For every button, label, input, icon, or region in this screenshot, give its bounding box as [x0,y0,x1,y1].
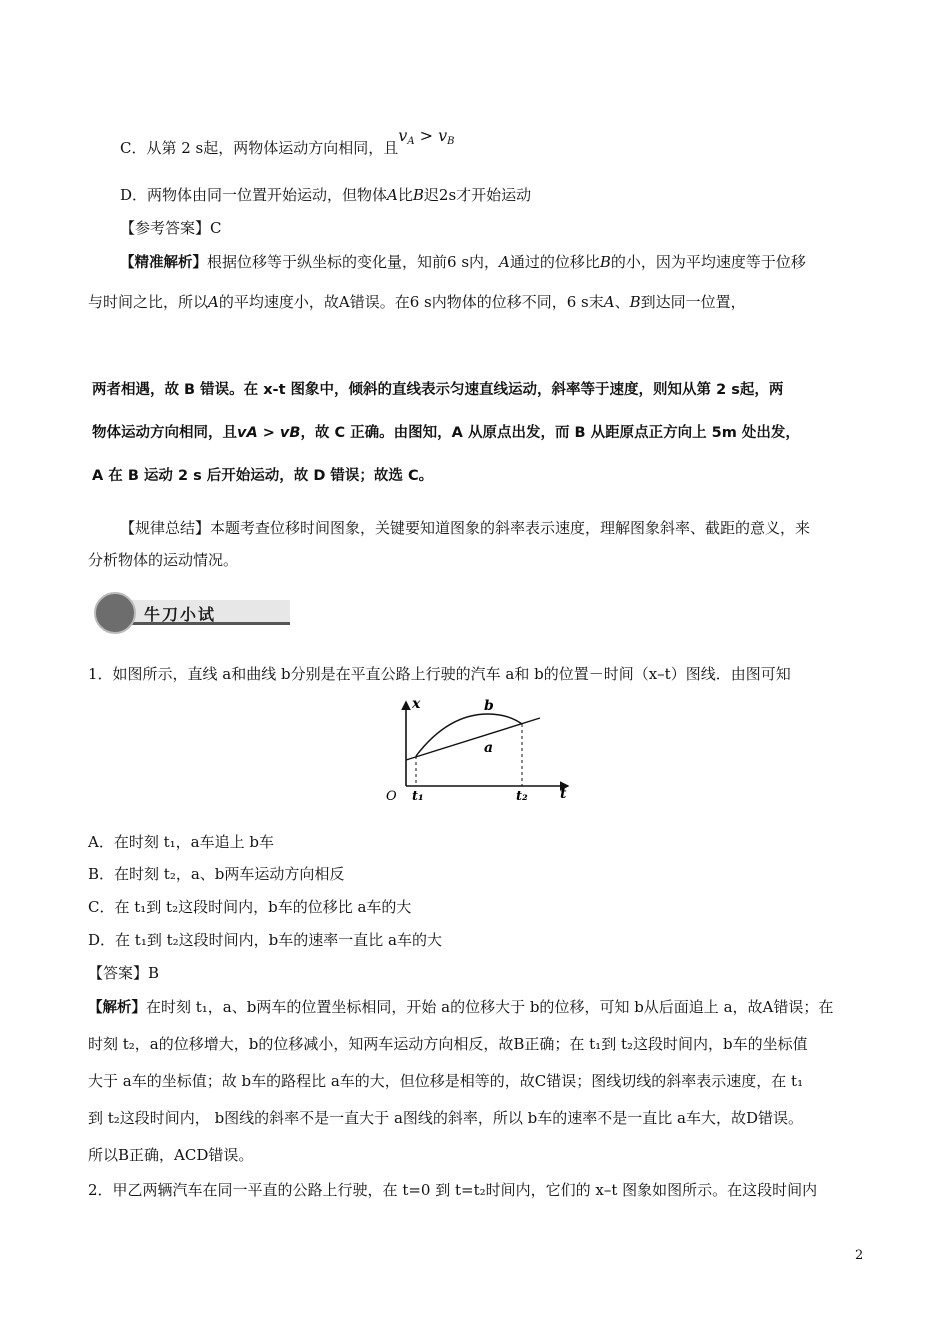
curve-b [416,714,522,756]
answer: 【答案】B [88,964,160,982]
summary-line-1: 【规律总结】本题考查位移时间图象，关键要知道图象的斜率表示速度，理解图象斜率、截距的意义，来 [120,519,811,537]
label-t2: t₂ [516,789,528,804]
option-c-text: C．从第 2 s起，两物体运动方向相同，且 [120,139,399,157]
reference-answer: 【参考答案】C [120,219,222,237]
option-c-line [120,126,455,164]
label-t1: t₁ [412,789,424,804]
banner-title: 牛刀小试 [144,605,217,624]
analysis-line-2: 与时间之比，所以A的平均速度小，故A错误。在6 s内物体的位移不同，6 s末A、B到达同一位置， [88,293,746,311]
explanation-line-1: 【解析】在时刻 t₁，a、b两车的位置坐标相同，开始 a的位移大于 b的位移，可知 b从后面追上 a，故A错误；在 [88,998,834,1016]
xt-graph-svg [378,694,578,804]
option-c: C．在 t₁到 t₂这段时间内，b车的位移比 a车的大 [88,898,412,916]
option-d: D．在 t₁到 t₂这段时间内，b车的速率一直比 a车的大 [88,931,442,949]
va-gt-vb-math: $v_A > v_B$ [398,126,455,147]
explanation-line-5: 所以B正确，ACD错误。 [88,1146,254,1164]
xt-graph-figure [378,694,578,804]
analysis-line-5: A 在 B 运动 2 s 后开始运动，故 D 错误；故选 C。 [92,468,434,484]
page-number: 2 [855,1248,864,1263]
label-x: x [412,696,421,712]
label-origin: O [386,789,397,804]
summary-line-2: 分析物体的运动情况。 [88,551,239,569]
option-a: A．在时刻 t₁，a车追上 b车 [88,833,274,851]
label-t: t [560,786,567,802]
analysis-line-1: 【精准解析】根据位移等于纵坐标的变化量，知前6 s内，A通过的位移比B的小，因为平均速度等于位移 [120,253,806,271]
explanation-line-2: 时刻 t₂，a的位移增大，b的位移减小，知两车运动方向相反，故B正确；在 t₁到 t₂这段时间内，b车的坐标值 [88,1035,808,1053]
banner-emblem-icon [94,592,136,634]
question-2: 2．甲乙两辆汽车在同一平直的公路上行驶，在 t=0 到 t=t₂时间内，它们的 x–t 图象如图所示。在这段时间内 [88,1181,818,1199]
section-banner [94,592,294,634]
analysis-line-4: 物体运动方向相同，且vA > vB，故 C 正确。由图知，A 从原点出发，而 B 从距原点正方向上 5m 处出发， [92,425,800,441]
label-a: a [484,740,494,756]
line-a [406,718,540,760]
label-b: b [484,698,494,714]
explanation-line-3: 大于 a车的坐标值；故 b车的路程比 a车的大，但位移是相等的，故C错误；图线切线的斜率表示速度，在 t₁ [88,1072,804,1090]
explanation-line-4: 到 t₂这段时间内， b图线的斜率不是一直大于 a图线的斜率，所以 b车的速率不是一直比 a车大，故D错误。 [88,1109,804,1127]
analysis-line-3: 两者相遇，故 B 错误。在 x-t 图象中，倾斜的直线表示匀速直线运动，斜率等于速度，则知从第 2 s起，两 [92,382,784,398]
option-b: B．在时刻 t₂，a、b两车运动方向相反 [88,865,345,883]
option-d-line: D．两物体由同一位置开始运动，但物体A比B迟2s才开始运动 [120,186,532,204]
question-1: 1．如图所示，直线 a和曲线 b分别是在平直公路上行驶的汽车 a和 b的位置－时间（x–t）图线．由图可知 [88,665,791,683]
